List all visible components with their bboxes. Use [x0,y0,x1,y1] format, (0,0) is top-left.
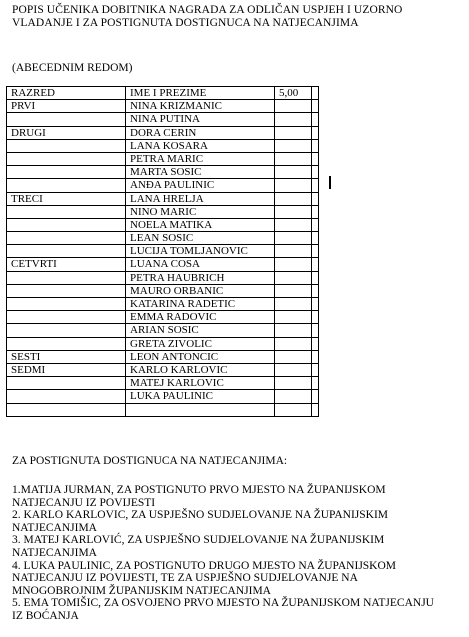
extra-cell [312,363,319,376]
awards-list [12,484,467,623]
extra-cell [312,390,319,403]
header-grade: RAZRED [7,87,126,100]
student-name-cell: LEAN SOSIC [126,232,275,245]
table-row [7,205,319,218]
grade-cell [7,377,126,390]
table-row [7,350,319,363]
award-line: 2. KARLO KARLOVIC, ZA USPJEŠNO SUDJELOVANJE NA ŽUPANIJSKIM [12,509,389,522]
grade-cell [7,337,126,350]
score-cell [275,271,312,284]
extra-cell [312,113,319,126]
student-name-cell: LANA HRELJA [126,192,275,205]
table-row [7,179,319,192]
student-name-cell: LUCIJA TOMLJANOVIC [126,245,275,258]
student-name-cell: KARLO KARLOVIC [126,363,275,376]
score-cell [275,166,312,179]
score-cell [275,311,312,324]
score-cell [275,298,312,311]
award-line: MNOGOBROJNIM ŽUPANIJSKIM NATJECANJIMA [12,584,271,597]
table-row [7,232,319,245]
text-cursor [329,176,331,189]
table-row [7,390,319,403]
grade-cell [7,179,126,192]
table-header-row [7,87,319,100]
table-row [7,311,319,324]
score-cell [275,363,312,376]
score-cell [275,324,312,337]
grade-cell: PRVI [7,100,126,113]
student-name-cell: ANĐA PAULINIC [126,179,275,192]
student-name-cell: NINA PUTINA [126,113,275,126]
table-row [7,298,319,311]
table-row [7,218,319,231]
grade-cell [7,218,126,231]
grade-cell [7,245,126,258]
extra-cell [312,271,319,284]
table-row [7,192,319,205]
score-cell [275,205,312,218]
extra-cell [312,100,319,113]
grade-cell [7,284,126,297]
grade-cell [7,139,126,152]
student-name-cell: LUKA PAULINIC [126,390,275,403]
student-name-cell: GRETA ZIVOLIC [126,337,275,350]
grade-cell [7,324,126,337]
grade-cell [7,403,126,416]
table-row [7,403,319,416]
grade-cell [7,390,126,403]
extra-cell [312,284,319,297]
table-row [7,245,319,258]
grade-cell: SEDMI [7,363,126,376]
score-cell [275,258,312,271]
score-cell [275,377,312,390]
table-row [7,258,319,271]
award-line: NATJECANJIMA [12,521,97,534]
grade-cell [7,166,126,179]
grade-cell: SESTI [7,350,126,363]
student-name-cell: LEON ANTONCIC [126,350,275,363]
award-line: IZ BOĆANJA [12,609,79,622]
grade-cell: CETVRTI [7,258,126,271]
grade-cell [7,113,126,126]
score-cell [275,232,312,245]
extra-cell [312,218,319,231]
extra-cell [312,139,319,152]
title-line-2: VLADANJE I ZA POSTIGNUTA DOSTIGNUCA NA NATJECANJIMA [12,17,359,29]
score-cell [275,245,312,258]
extra-cell [312,324,319,337]
student-name-cell: PETRA HAUBRICH [126,271,275,284]
student-name-cell: MATEJ KARLOVIC [126,377,275,390]
grade-cell: DRUGI [7,126,126,139]
student-name-cell: NOELA MATIKA [126,218,275,231]
award-line: NATJECANJU IZ POVIJESTI, TE ZA USPJEŠNO SUDJELOVANJE NA [12,572,358,585]
grade-cell [7,205,126,218]
student-name-cell [126,403,275,416]
table-row [7,324,319,337]
score-cell [275,350,312,363]
sort-note: (ABECEDNIM REDOM) [12,62,133,74]
table-row [7,377,319,390]
award-line: 5. EMA TOMIŠIC, ZA OSVOJENO PRVO MJESTO NA ŽUPANIJSKOM NATJECANJU [12,597,434,610]
table-row [7,126,319,139]
score-cell [275,218,312,231]
student-name-cell: MARTA SOSIC [126,166,275,179]
table-row [7,363,319,376]
grade-cell: TRECI [7,192,126,205]
extra-cell [312,350,319,363]
extra-cell [312,337,319,350]
student-name-cell: NINO MARIC [126,205,275,218]
score-cell [275,139,312,152]
score-cell [275,152,312,165]
extra-cell [312,205,319,218]
grade-cell [7,298,126,311]
score-cell [275,100,312,113]
extra-cell [312,166,319,179]
student-name-cell: LUANA COSA [126,258,275,271]
extra-cell [312,245,319,258]
extra-cell [312,258,319,271]
award-line: 4. LUKA PAULINIC, ZA POSTIGNUTO DRUGO MJESTO NA ŽUPANIJSKOM [12,559,397,572]
score-cell [275,126,312,139]
student-name-cell: PETRA MARIC [126,152,275,165]
table-row [7,271,319,284]
score-cell [275,403,312,416]
extra-cell [312,179,319,192]
student-name-cell: ARIAN SOSIC [126,324,275,337]
student-name-cell: DORA CERIN [126,126,275,139]
header-name: IME I PREZIME [126,87,275,100]
table-row [7,166,319,179]
award-line: NATJECANJIMA [12,546,97,559]
table-row [7,337,319,350]
student-name-cell: MAURO ORBANIC [126,284,275,297]
table-row [7,139,319,152]
extra-cell [312,298,319,311]
score-cell [275,113,312,126]
student-name-cell: EMMA RADOVIC [126,311,275,324]
extra-cell [312,403,319,416]
document-title [12,4,462,30]
score-cell [275,179,312,192]
table-row [7,284,319,297]
grade-cell [7,232,126,245]
student-name-cell: LANA KOSARA [126,139,275,152]
score-cell [275,284,312,297]
grade-cell [7,311,126,324]
section-heading: ZA POSTIGNUTA DOSTIGNUCA NA NATJECANJIMA: [12,455,288,467]
extra-cell [312,232,319,245]
award-line: NATJECANJU IZ POVIJESTI [12,496,156,509]
student-name-cell: KATARINA RADETIC [126,298,275,311]
student-name-cell: NINA KRIZMANIC [126,100,275,113]
grade-cell [7,152,126,165]
grade-cell [7,271,126,284]
extra-cell [312,152,319,165]
score-cell [275,192,312,205]
students-table [6,86,319,417]
extra-cell [312,311,319,324]
header-score: 5,00 [275,87,312,100]
header-extra [312,87,319,100]
table-row [7,152,319,165]
award-line: 1.MATIJA JURMAN, ZA POSTIGNUTO PRVO MJESTO NA ŽUPANIJSKOM [12,484,386,496]
score-cell [275,390,312,403]
table-row [7,113,319,126]
table-row [7,100,319,113]
award-line: 3. MATEJ KARLOVIĆ, ZA USPJEŠNO SUDJELOVANJE NA ŽUPANIJSKIM [12,534,385,547]
extra-cell [312,377,319,390]
extra-cell [312,126,319,139]
extra-cell [312,192,319,205]
title-line-1: POPIS UČENIKA DOBITNIKA NAGRADA ZA ODLIČAN USPJEH I UZORNO [12,4,403,16]
score-cell [275,337,312,350]
